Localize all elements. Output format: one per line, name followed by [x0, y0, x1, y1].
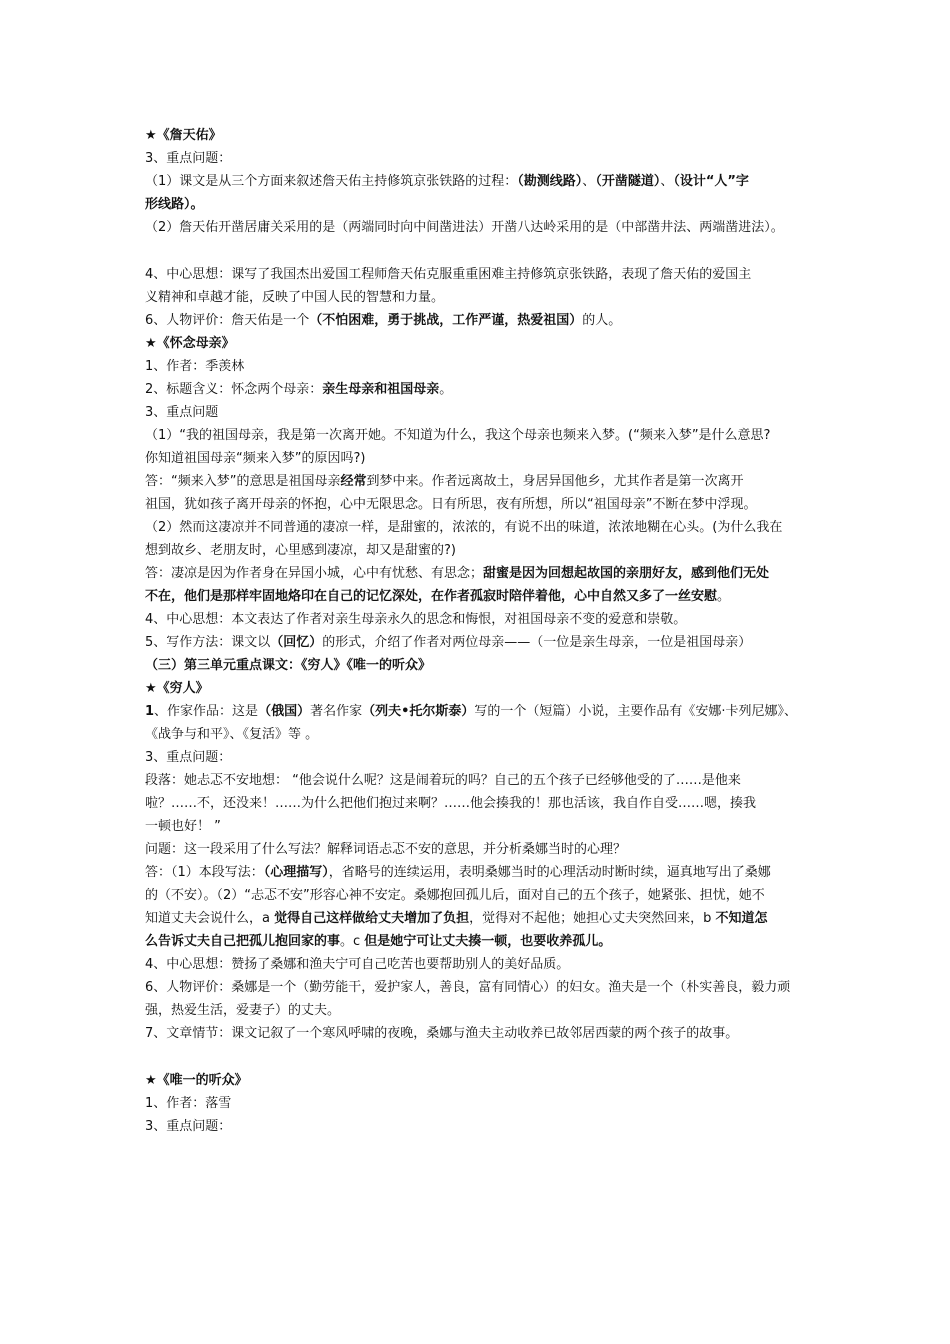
text-run: 知道丈夫会说什么，a	[145, 911, 275, 926]
text-run: （1）“我的祖国母亲，我是第一次离开她。不知道为什么，我这个母亲也频来入梦。(“频来入梦”是什么意思?	[145, 428, 771, 443]
text-run: 5、写作方法：课文以	[145, 635, 271, 650]
text-line	[145, 1092, 825, 1115]
bold-text-run: ★《詹天佑》	[145, 128, 222, 143]
text-run: 到梦中来。作者远离故土，身居异国他乡，尤其作者是第一次离开	[366, 474, 744, 489]
text-line	[145, 1115, 825, 1138]
text-run: 段落：她忐忑不安地想： “他会说什么呢？这是闹着玩的吗？自己的五个孩子已经够他受的了……是他来	[145, 773, 741, 788]
text-line	[145, 447, 825, 470]
bold-text-run: （心理描写）	[263, 865, 329, 880]
bold-text-run: 觉得自己这样做给丈夫增加了负担	[274, 911, 470, 926]
text-run: （2）然而这凄凉并不同普通的凄凉一样，是甜蜜的，浓浓的，有说不出的味道，浓浓地糊在心头。(为什么我在	[145, 520, 783, 535]
text-line	[145, 999, 825, 1022]
text-run: 3、重点问题：	[145, 151, 232, 166]
text-line	[145, 1022, 825, 1045]
text-run: 写的一个（短篇）小说，主要作品有《安娜·卡列尼娜》、	[474, 704, 798, 719]
text-line	[145, 930, 825, 953]
text-run: 问题：这一段采用了什么写法？解释词语忐忑不安的意思，并分析桑娜当时的心理？	[145, 842, 627, 857]
bold-text-run: 亲生母亲和祖国母亲	[322, 382, 440, 397]
bold-text-run: 不在，他们是那样牢固地烙印在自己的记忆深处，在作者孤寂时陪伴着他，心中自然又多了一丝安慰	[145, 589, 718, 604]
text-line	[145, 976, 825, 999]
bold-text-run: （设计“人”字	[673, 174, 749, 189]
text-run: 。c	[340, 934, 365, 949]
bold-text-run: （三）第三单元重点课文：《穷人》《唯一的听众》	[145, 658, 432, 673]
text-line	[145, 769, 825, 792]
text-run: 答：凄凉是因为作者身在异国小城，心中有忧愁、有思念；	[145, 566, 484, 581]
text-line	[145, 286, 825, 309]
text-run: 、作家作品：这是	[154, 704, 259, 719]
text-line	[145, 124, 825, 147]
bold-text-run: 但是她宁可让丈夫揍一顿，也要收养孤儿。	[364, 934, 612, 949]
text-run: 3、重点问题	[145, 405, 219, 420]
bold-text-run: 经常	[340, 474, 367, 489]
text-run: 4、中心思想：本文表达了作者对亲生母亲永久的思念和悔恨，对祖国母亲不变的爱意和崇敬。	[145, 612, 687, 627]
text-run: 6、人物评价：桑娜是一个（勤劳能干，爱护家人，善良，富有同情心）的妇女。渔夫是一个（朴实善良，毅力顽	[145, 980, 791, 995]
text-run: 7、文章情节：课文记叙了一个寒风呼啸的夜晚，桑娜与渔夫主动收养已故邻居西蒙的两个孩子的故事。	[145, 1026, 739, 1041]
text-run: （1）课文是从三个方面来叙述詹天佑主持修筑京张铁路的过程：	[145, 174, 518, 189]
text-run: 答：“频来入梦”的意思是祖国母亲	[145, 474, 341, 489]
text-run: ，省略号的连续运用，表明桑娜当时的心理活动时断时续，逼真地写出了桑娜	[328, 865, 771, 880]
text-run: 《战争与和平》、《复活》等 。	[145, 727, 319, 742]
text-line	[145, 677, 825, 700]
text-line	[145, 493, 825, 516]
text-run: 一顿也好！ ”	[145, 819, 221, 834]
bold-text-run: （开凿隧道）	[595, 174, 661, 189]
text-line	[145, 193, 825, 216]
text-line	[145, 723, 825, 746]
text-line	[145, 401, 825, 424]
text-line	[145, 562, 825, 585]
bold-text-run: （列夫•托尔斯泰）	[362, 704, 475, 719]
bold-text-run: 么告诉丈夫自己把孤儿抱回家的事	[145, 934, 341, 949]
bold-text-run: ★《唯一的听众》	[145, 1073, 248, 1088]
bold-text-run: （勘测线路）	[517, 174, 583, 189]
text-run: 答：（1）本段写法：	[145, 865, 264, 880]
blank-line	[145, 1045, 825, 1069]
text-run: 祖国，犹如孩子离开母亲的怀抱，心中无限思念。日有所思，夜有所想，所以“祖国母亲”不断在梦中浮现。	[145, 497, 757, 512]
text-line	[145, 792, 825, 815]
text-line	[145, 378, 825, 401]
bold-text-run: （不怕困难，勇于挑战，工作严谨，热爱祖国）	[309, 313, 583, 328]
text-run: 1、作者：季羡林	[145, 359, 245, 374]
document-page	[145, 124, 825, 1138]
text-run: 义精神和卓越才能，反映了中国人民的智慧和力量。	[145, 290, 445, 305]
text-run: 1、作者：落雪	[145, 1096, 232, 1111]
blank-line	[145, 239, 825, 263]
text-run: 、	[660, 174, 674, 189]
text-line	[145, 654, 825, 677]
text-line	[145, 608, 825, 631]
text-run: 啦？……不，还没来！……为什么把他们抱过来啊？……他会揍我的！那也活该，我自作自受……嗯，揍我	[145, 796, 757, 811]
bold-text-run: ★《穷人》	[145, 681, 209, 696]
bold-text-run: 形线路）。	[145, 197, 204, 212]
text-run: 6、人物评价：詹天佑是一个	[145, 313, 310, 328]
text-line	[145, 147, 825, 170]
text-run: 的人。	[582, 313, 622, 328]
text-line	[145, 953, 825, 976]
bold-text-run: 1	[145, 704, 155, 719]
text-run: 的形式，介绍了作者对两位母亲——（一位是亲生母亲，一位是祖国母亲）	[322, 635, 752, 650]
bold-text-run: 甜蜜是因为回想起故国的亲朋好友，感到他们无处	[483, 566, 770, 581]
text-run: 4、中心思想：课写了我国杰出爱国工程师詹天佑克服重重困难主持修筑京张铁路，表现了詹天佑的爱国主	[145, 267, 752, 282]
text-run: 你知道祖国母亲“频来入梦”的原因吗?)	[145, 451, 366, 466]
text-run: 强，热爱生活，爱妻子）的丈夫。	[145, 1003, 341, 1018]
text-line	[145, 170, 825, 193]
text-line	[145, 838, 825, 861]
text-run: 4、中心思想：赞扬了桑娜和渔夫宁可自己吃苦也要帮助别人的美好品质。	[145, 957, 570, 972]
text-line	[145, 746, 825, 769]
bold-text-run: ★《怀念母亲》	[145, 336, 235, 351]
text-run: 想到故乡、老朋友时，心里感到凄凉，却又是甜蜜的?)	[145, 543, 456, 558]
text-line	[145, 263, 825, 286]
text-run: 、	[582, 174, 596, 189]
text-line	[145, 907, 825, 930]
text-line	[145, 1069, 825, 1092]
text-run: 2、标题含义：怀念两个母亲：	[145, 382, 323, 397]
text-run: ，觉得对不起他；她担心丈夫突然回来，b	[469, 911, 716, 926]
text-line	[145, 332, 825, 355]
text-line	[145, 631, 825, 654]
text-line	[145, 815, 825, 838]
text-run: 的（不安）。（2）“忐忑不安”形容心神不安定。桑娜抱回孤儿后，面对自己的五个孩子，她紧张、担忧，她不	[145, 888, 765, 903]
text-run: 。	[717, 589, 731, 604]
text-line	[145, 700, 825, 723]
text-line	[145, 309, 825, 332]
text-run: 著名作家	[310, 704, 363, 719]
text-line	[145, 884, 825, 907]
text-run: 。	[439, 382, 453, 397]
text-run: 3、重点问题：	[145, 1119, 232, 1134]
text-run: （2）詹天佑开凿居庸关采用的是（两端同时向中间凿进法）开凿八达岭采用的是（中部凿井法、两端凿进法）。	[145, 220, 784, 235]
bold-text-run: 不知道怎	[715, 911, 768, 926]
bold-text-run: （回忆）	[270, 635, 323, 650]
text-line	[145, 470, 825, 493]
text-line	[145, 539, 825, 562]
text-line	[145, 355, 825, 378]
text-run: 3、重点问题：	[145, 750, 232, 765]
text-line	[145, 585, 825, 608]
text-line	[145, 861, 825, 884]
text-line	[145, 516, 825, 539]
text-line	[145, 424, 825, 447]
bold-text-run: （俄国）	[258, 704, 311, 719]
text-line	[145, 216, 825, 239]
